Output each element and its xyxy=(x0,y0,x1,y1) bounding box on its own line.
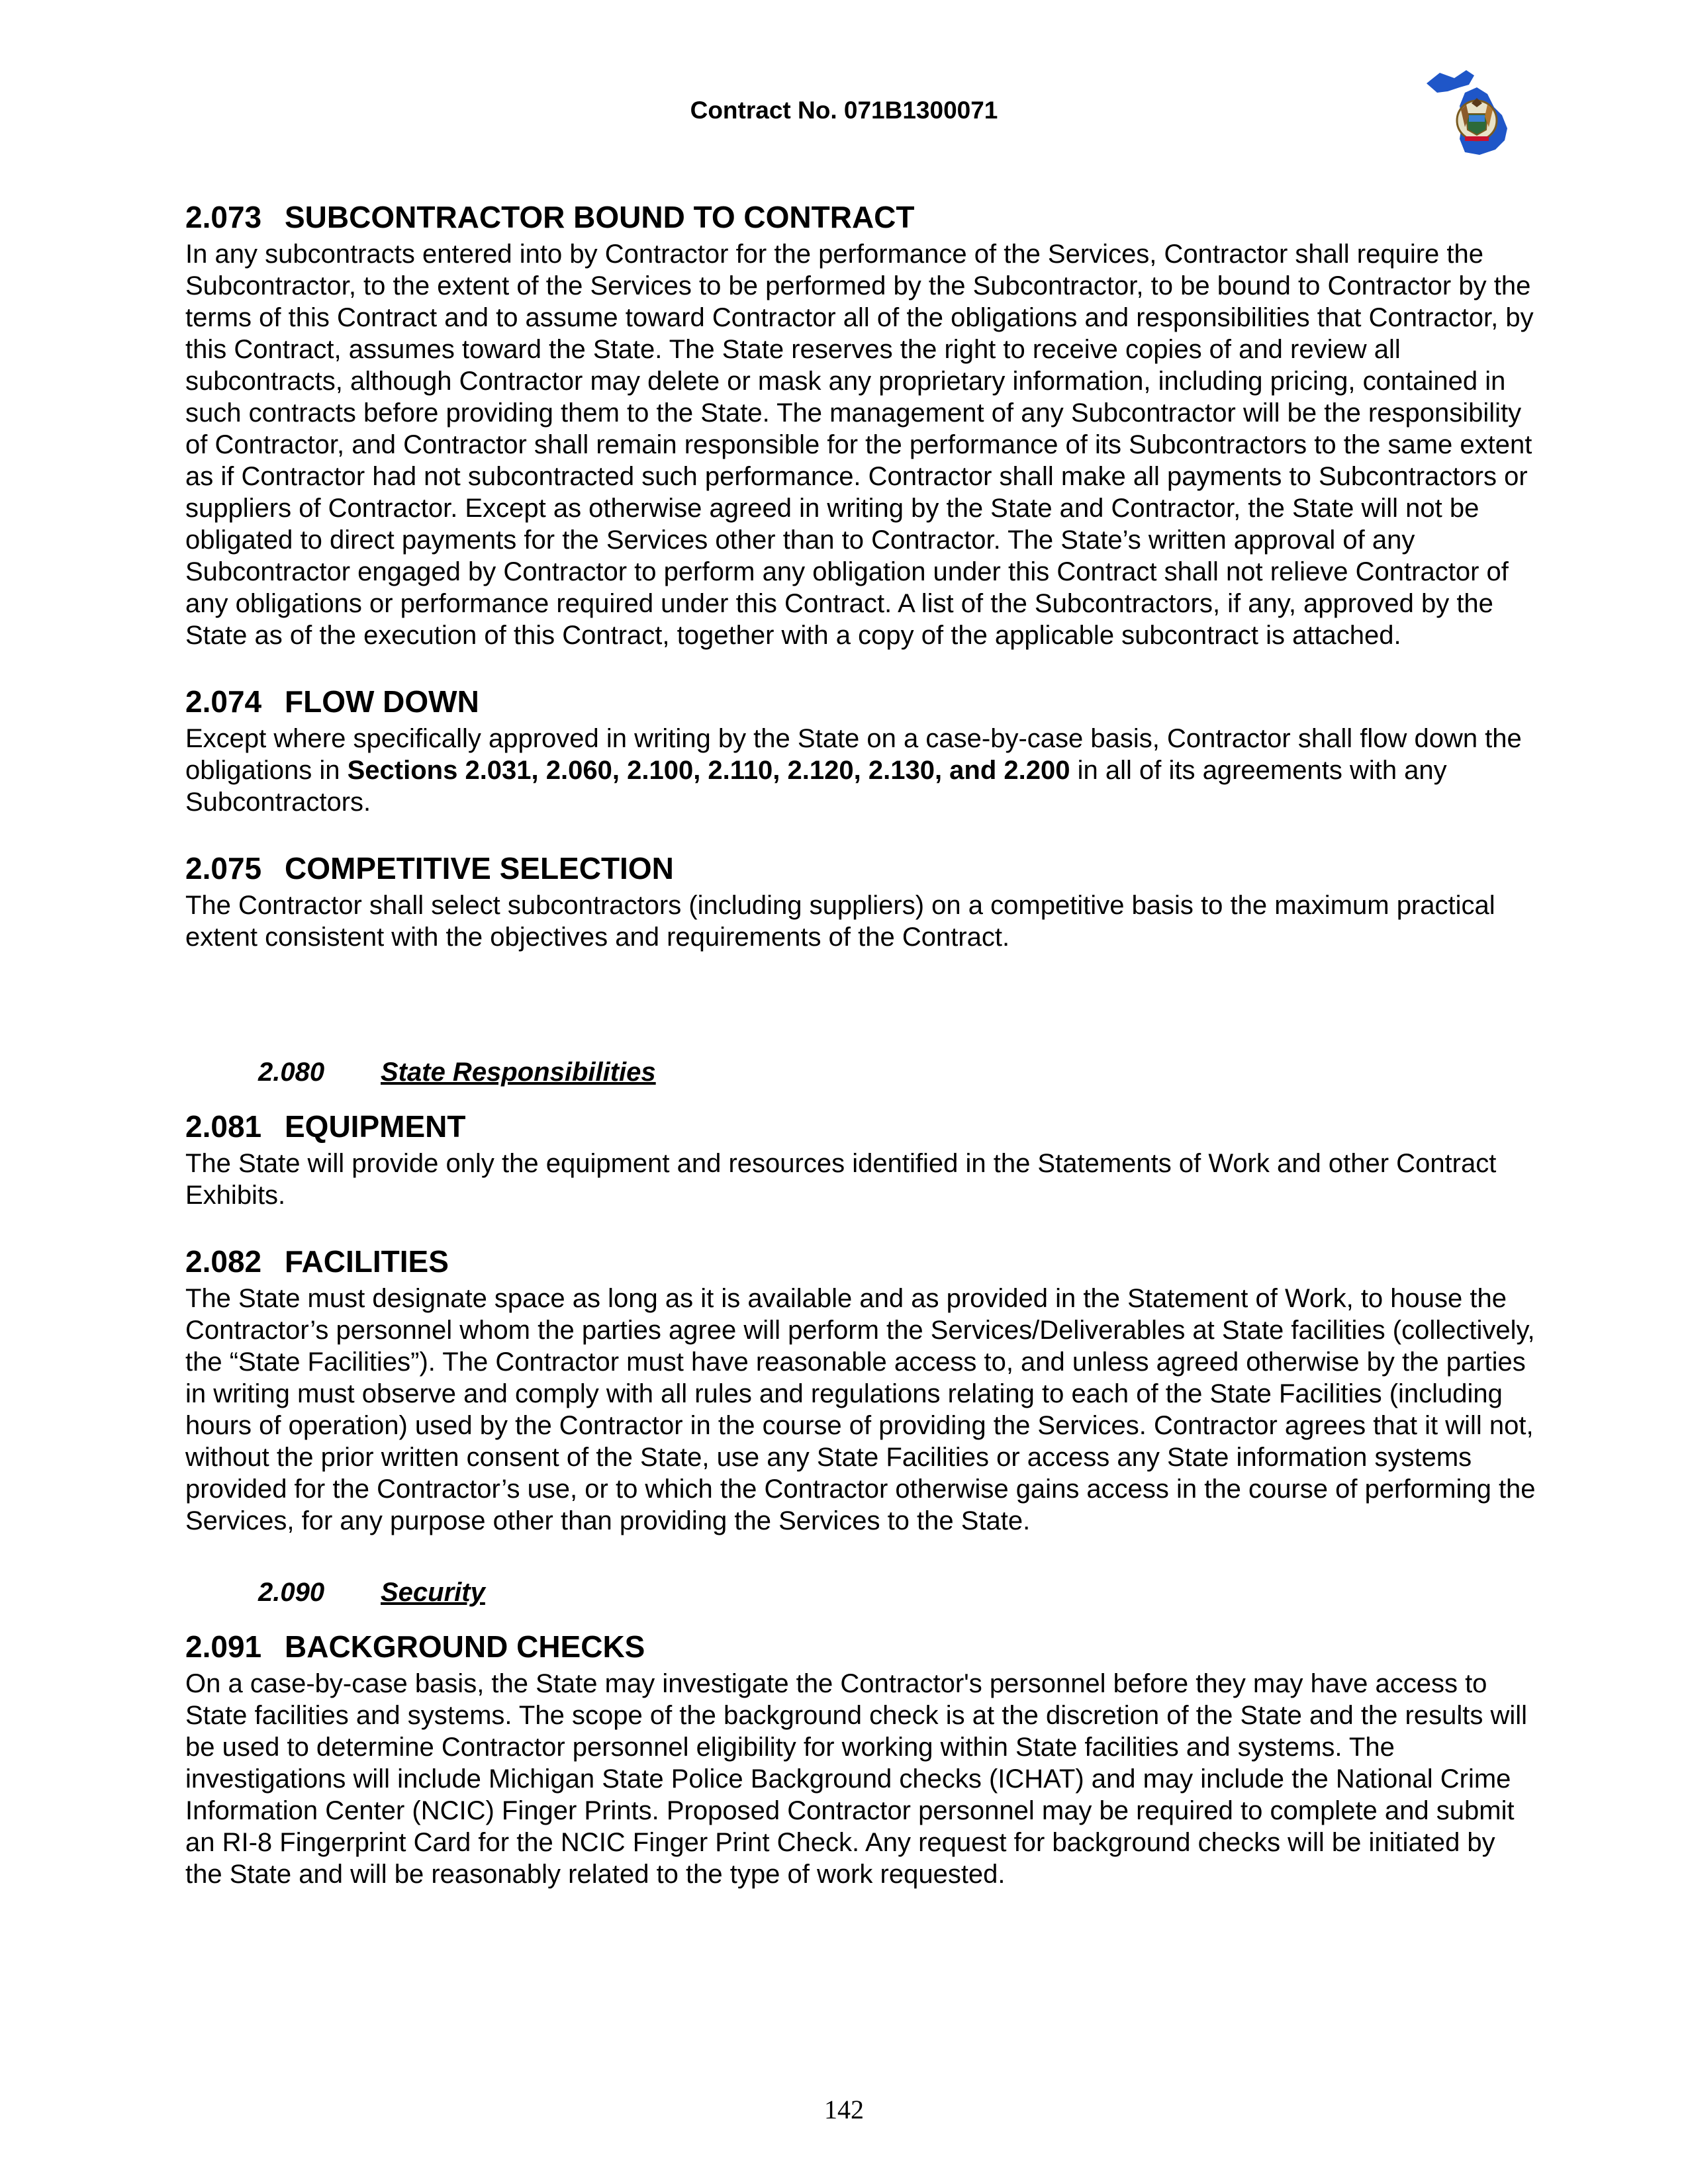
section-number: 2.081 xyxy=(185,1109,262,1144)
section-title: COMPETITIVE SELECTION xyxy=(285,851,674,886)
section-2074 xyxy=(185,683,1539,818)
section-number: 2.073 xyxy=(185,200,262,234)
section-heading xyxy=(185,199,1539,236)
subsection-heading-2090 xyxy=(258,1576,1539,1608)
subsection-title: State Responsibilities xyxy=(381,1058,656,1087)
subsection-heading-2080 xyxy=(258,1056,1539,1088)
section-title: FACILITIES xyxy=(285,1244,449,1279)
section-title: EQUIPMENT xyxy=(285,1109,466,1144)
section-number: 2.082 xyxy=(185,1244,262,1279)
section-2073 xyxy=(185,199,1539,651)
body-text: Except where specifically approved in writing by the State on a case-by-case basis, Contractor shall flow down the obligations in xyxy=(185,724,1522,785)
section-body: In any subcontracts entered into by Contractor for the performance of the Services, Contractor shall require the Subcontractor, to the extent of the Services to be performed by the Subcontractor, to be bound to Contractor by the terms of this Contract and to assume toward Contractor all of the obligations and responsibilities that Contractor, by this Contract, assumes toward the State. The State reserves the right to receive copies of and review all subcontracts, although Contractor may delete or mask any proprietary information, including pricing, contained in such contracts before providing them to the State. The management of any Subcontractor will be the responsibility of Contractor, and Contractor shall remain responsible for the performance of its Subcontractors to the same extent as if Contractor had not subcontracted such performance. Contractor shall make all payments to Subcontractors or suppliers of Contractor. Except as otherwise agreed in writing by the State and Contractor, the State will not be obligated to direct payments for the Services other than to Contractor. The State’s written approval of any Subcontractor engaged by Contractor to perform any obligation under this Contract shall not relieve Contractor of any obligations or performance required under this Contract. A list of the Subcontractors, if any, approved by the State as of the execution of this Contract, together with a copy of the applicable subcontract is attached. xyxy=(185,240,1534,650)
section-2082 xyxy=(185,1243,1539,1537)
section-body: The State must designate space as long as it is available and as provided in the Statement of Work, to house the Contractor’s personnel whom the parties agree will perform the Services/Deliverables at State facilities (collectively, the “State Facilities”). The Contractor must have reasonable access to, and unless agreed otherwise by the parties in writing must observe and comply with all rules and regulations relating to each of the State Facilities (including hours of operation) used by the Contractor in the course of providing the Services. Contractor agrees that it will not, without the prior written consent of the State, use any State Facilities or access any State information systems provided for the Contractor’s use, or to which the Contractor otherwise gains access in the course of performing the Services, for any purpose other than providing the Services to the State. xyxy=(185,1284,1536,1535)
section-heading xyxy=(185,850,1539,887)
section-body: The State will provide only the equipment and resources identified in the Statements of Work and other Contract Exhibits. xyxy=(185,1149,1497,1210)
section-2081 xyxy=(185,1108,1539,1211)
section-heading xyxy=(185,683,1539,720)
subsection-number: 2.080 xyxy=(258,1058,325,1087)
section-body xyxy=(185,723,1539,818)
section-body: The Contractor shall select subcontractors (including suppliers) on a competitive basis to the maximum practical extent consistent with the objectives and requirements of the Contract. xyxy=(185,891,1495,952)
section-body: On a case-by-case basis, the State may investigate the Contractor's personnel before they may have access to State facilities and systems. The scope of the background check is at the discretion of the State and the results will be used to determine Contractor personnel eligibility for working within State facilities and systems. The investigations will include Michigan State Police Background checks (ICHAT) and may include the National Crime Information Center (NCIC) Finger Prints. Proposed Contractor personnel may be required to complete and submit an RI-8 Fingerprint Card for the NCIC Finger Print Check. Any request for background checks will be initiated by the State and will be reasonably related to the type of work requested. xyxy=(185,1669,1528,1889)
section-title: FLOW DOWN xyxy=(285,684,479,719)
section-title: BACKGROUND CHECKS xyxy=(285,1629,645,1664)
section-2091 xyxy=(185,1628,1539,1890)
section-number: 2.091 xyxy=(185,1629,262,1664)
michigan-state-seal-icon xyxy=(1413,58,1519,164)
section-2075 xyxy=(185,850,1539,953)
section-heading xyxy=(185,1108,1539,1145)
document-body xyxy=(185,199,1539,1890)
contract-number-header: Contract No. 071B1300071 xyxy=(690,97,998,124)
page-number: 142 xyxy=(824,2095,864,2124)
subsection-number: 2.090 xyxy=(258,1578,325,1607)
subsection-title: Security xyxy=(381,1578,485,1607)
section-number: 2.074 xyxy=(185,684,262,719)
section-heading xyxy=(185,1243,1539,1280)
section-title: SUBCONTRACTOR BOUND TO CONTRACT xyxy=(285,200,915,234)
section-number: 2.075 xyxy=(185,851,262,886)
body-text: in all of its agreements with any Subcontractors. xyxy=(185,756,1447,817)
sections-reference: Sections 2.031, 2.060, 2.100, 2.110, 2.120, 2.130, and 2.200 xyxy=(347,756,1070,785)
section-heading xyxy=(185,1628,1539,1665)
